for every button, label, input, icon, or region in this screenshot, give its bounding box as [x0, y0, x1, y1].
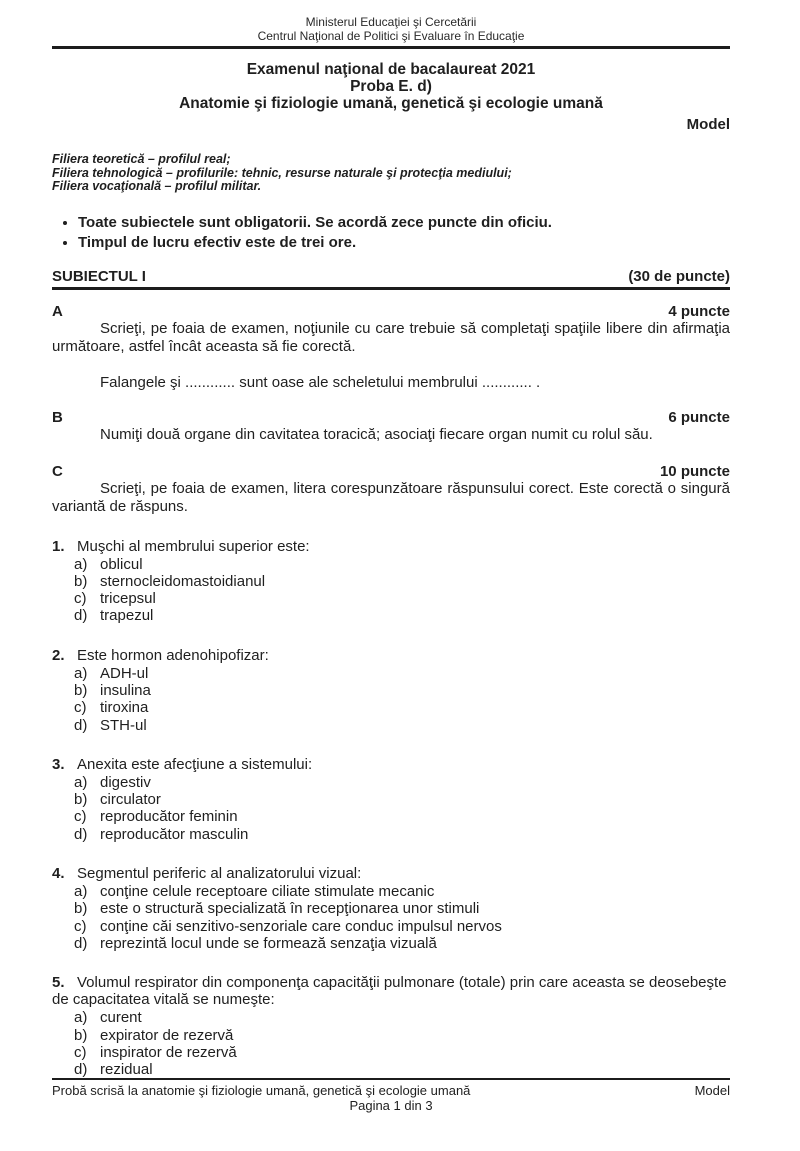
exam-subject: Anatomie şi fiziologie umană, genetică şi ecologie umană	[179, 95, 603, 112]
answer-option	[74, 808, 730, 825]
footer-exam-name: Probă scrisă la anatomie şi fiziologie umană, genetică şi ecologie umană	[52, 1083, 471, 1098]
option-text: curent	[100, 1009, 142, 1027]
option-letter: d)	[74, 607, 88, 625]
section-c	[52, 463, 730, 516]
option-letter: c)	[74, 917, 87, 935]
option-letter: b)	[74, 791, 88, 809]
question-2	[52, 647, 730, 734]
subject1-header	[52, 268, 730, 290]
option-letter: a)	[74, 664, 88, 682]
footer-model-label: Model	[694, 1083, 730, 1098]
agency-name: Centrul Naţional de Politici şi Evaluare în Educaţie	[257, 29, 525, 43]
question-number: 5.	[52, 974, 65, 992]
answer-option	[74, 717, 730, 734]
question-1	[52, 538, 730, 625]
instruction-item: • Toate subiectele sunt obligatorii. Se acordă zece puncte din oficiu.	[78, 213, 730, 233]
option-letter: c)	[74, 590, 87, 608]
subject1-points: (30 de puncte)	[628, 267, 730, 285]
filiera-line-tehnologica: Filiera tehnologică – profilurile: tehnic, resurse naturale şi protecţia mediului;	[52, 165, 512, 180]
answer-option	[74, 573, 730, 590]
option-text: STH-ul	[100, 716, 147, 734]
header-divider	[52, 46, 730, 49]
option-text: rezidual	[100, 1061, 153, 1079]
section-b-text: Numiţi două organe din cavitatea toracică; asociaţi fiecare organ numit cu rolul său.	[100, 425, 653, 443]
question-text: Este hormon adenohipofizar:	[77, 646, 269, 664]
option-text: expirator de rezervă	[100, 1026, 234, 1044]
question-2-options	[52, 665, 730, 734]
filiera-line-teoretica: Filiera teoretică – profilul real;	[52, 152, 231, 166]
option-letter: c)	[74, 1043, 87, 1061]
instruction-item: • Timpul de lucru efectiv este de trei ore.	[78, 233, 730, 253]
option-text: tricepsul	[100, 590, 156, 608]
option-text: insulina	[100, 681, 151, 699]
answer-option	[74, 699, 730, 716]
fill-in-statement: Falangele şi ............ sunt oase ale scheletului membrului ............ .	[100, 373, 541, 391]
option-text: sternocleidomastoidianul	[100, 572, 266, 590]
answer-option	[74, 556, 730, 573]
instructions-list	[52, 213, 730, 253]
option-letter: c)	[74, 699, 87, 717]
option-letter: d)	[74, 716, 88, 734]
option-text: este o structură specializată în recepţionarea unor stimuli	[100, 900, 480, 918]
question-number: 4.	[52, 865, 65, 883]
question-text: Muşchi al membrului superior este:	[77, 537, 310, 555]
section-b	[52, 409, 730, 444]
option-letter: b)	[74, 900, 88, 918]
option-letter: d)	[74, 1061, 88, 1079]
section-a-points: 4 puncte	[668, 302, 730, 320]
question-1-options	[52, 556, 730, 625]
section-c-text: Scrieţi, pe foaia de examen, litera corespunzătoare răspunsului corect. Este corectă o singură variantă de răspuns.	[52, 479, 730, 515]
section-a-label: A	[52, 302, 63, 320]
answer-option	[74, 774, 730, 791]
section-a	[52, 303, 730, 392]
exam-title-block	[52, 61, 730, 112]
question-text: Anexita este afecţiune a sistemului:	[77, 755, 313, 773]
filiera-block	[52, 153, 730, 194]
option-text: reproducător feminin	[100, 808, 238, 826]
option-letter: a)	[74, 1009, 88, 1027]
answer-option	[74, 665, 730, 682]
option-letter: d)	[74, 825, 88, 843]
section-b-label: B	[52, 408, 63, 426]
question-4-options	[52, 883, 730, 952]
option-letter: b)	[74, 1026, 88, 1044]
option-letter: c)	[74, 808, 87, 826]
question-number: 1.	[52, 537, 65, 555]
option-text: reproducător masculin	[100, 825, 249, 843]
answer-option	[74, 826, 730, 843]
answer-option	[74, 935, 730, 952]
question-5-options	[52, 1009, 730, 1078]
question-3-options	[52, 774, 730, 843]
section-b-points: 6 puncte	[668, 408, 730, 426]
page-footer	[52, 1078, 730, 1113]
option-text: circulator	[100, 791, 161, 809]
question-number: 2.	[52, 646, 65, 664]
answer-option	[74, 1027, 730, 1044]
option-letter: a)	[74, 555, 88, 573]
exam-title: Examenul naţional de bacalaureat 2021	[246, 61, 536, 78]
option-letter: b)	[74, 572, 88, 590]
option-letter: a)	[74, 883, 88, 901]
section-c-label: C	[52, 462, 63, 480]
question-text: Segmentul periferic al analizatorului vizual:	[77, 865, 362, 883]
footer-page-number: Pagina 1 din 3	[349, 1098, 433, 1113]
option-letter: a)	[74, 773, 88, 791]
answer-option	[74, 791, 730, 808]
ministry-name: Ministerul Educaţiei şi Cercetării	[305, 15, 477, 29]
answer-option	[74, 607, 730, 624]
section-c-points: 10 puncte	[659, 462, 730, 480]
option-letter: d)	[74, 934, 88, 952]
question-number: 3.	[52, 755, 65, 773]
option-text: inspirator de rezervă	[100, 1043, 237, 1061]
option-text: conţine celule receptoare ciliate stimulate mecanic	[100, 883, 435, 901]
option-text: reprezintă locul unde se formează senzaţia vizuală	[100, 934, 437, 952]
subject1-title: SUBIECTUL I	[52, 267, 146, 285]
option-text: digestiv	[100, 773, 151, 791]
answer-option	[74, 900, 730, 917]
model-label: Model	[686, 116, 730, 133]
answer-option	[74, 1061, 730, 1078]
exam-proba: Proba E. d)	[350, 78, 432, 95]
option-text: conţine căi senzitivo-senzoriale care conduc impulsul nervos	[100, 917, 502, 935]
option-text: ADH-ul	[100, 664, 149, 682]
filiera-line-vocationala: Filiera vocaţională – profilul militar.	[52, 179, 262, 193]
answer-option	[74, 1009, 730, 1026]
answer-option	[74, 883, 730, 900]
option-letter: b)	[74, 681, 88, 699]
answer-option	[74, 1044, 730, 1061]
option-text: oblicul	[100, 555, 143, 573]
answer-option	[74, 918, 730, 935]
option-text: trapezul	[100, 607, 154, 625]
question-4	[52, 865, 730, 952]
question-text: Volumul respirator din componenţa capacităţii pulmonare (totale) prin care aceasta se deosebeşte de capacitatea vitală se numeşte:	[52, 974, 727, 1009]
question-5	[52, 974, 730, 1078]
answer-option	[74, 590, 730, 607]
option-text: tiroxina	[100, 699, 149, 717]
section-a-text: Scrieţi, pe foaia de examen, noţiunile cu care trebuie să completaţi spaţiile libere din afirmaţia următoare, astfel încât aceasta să fie corectă.	[52, 319, 730, 355]
question-3	[52, 756, 730, 843]
answer-option	[74, 682, 730, 699]
ministry-header	[52, 15, 730, 43]
